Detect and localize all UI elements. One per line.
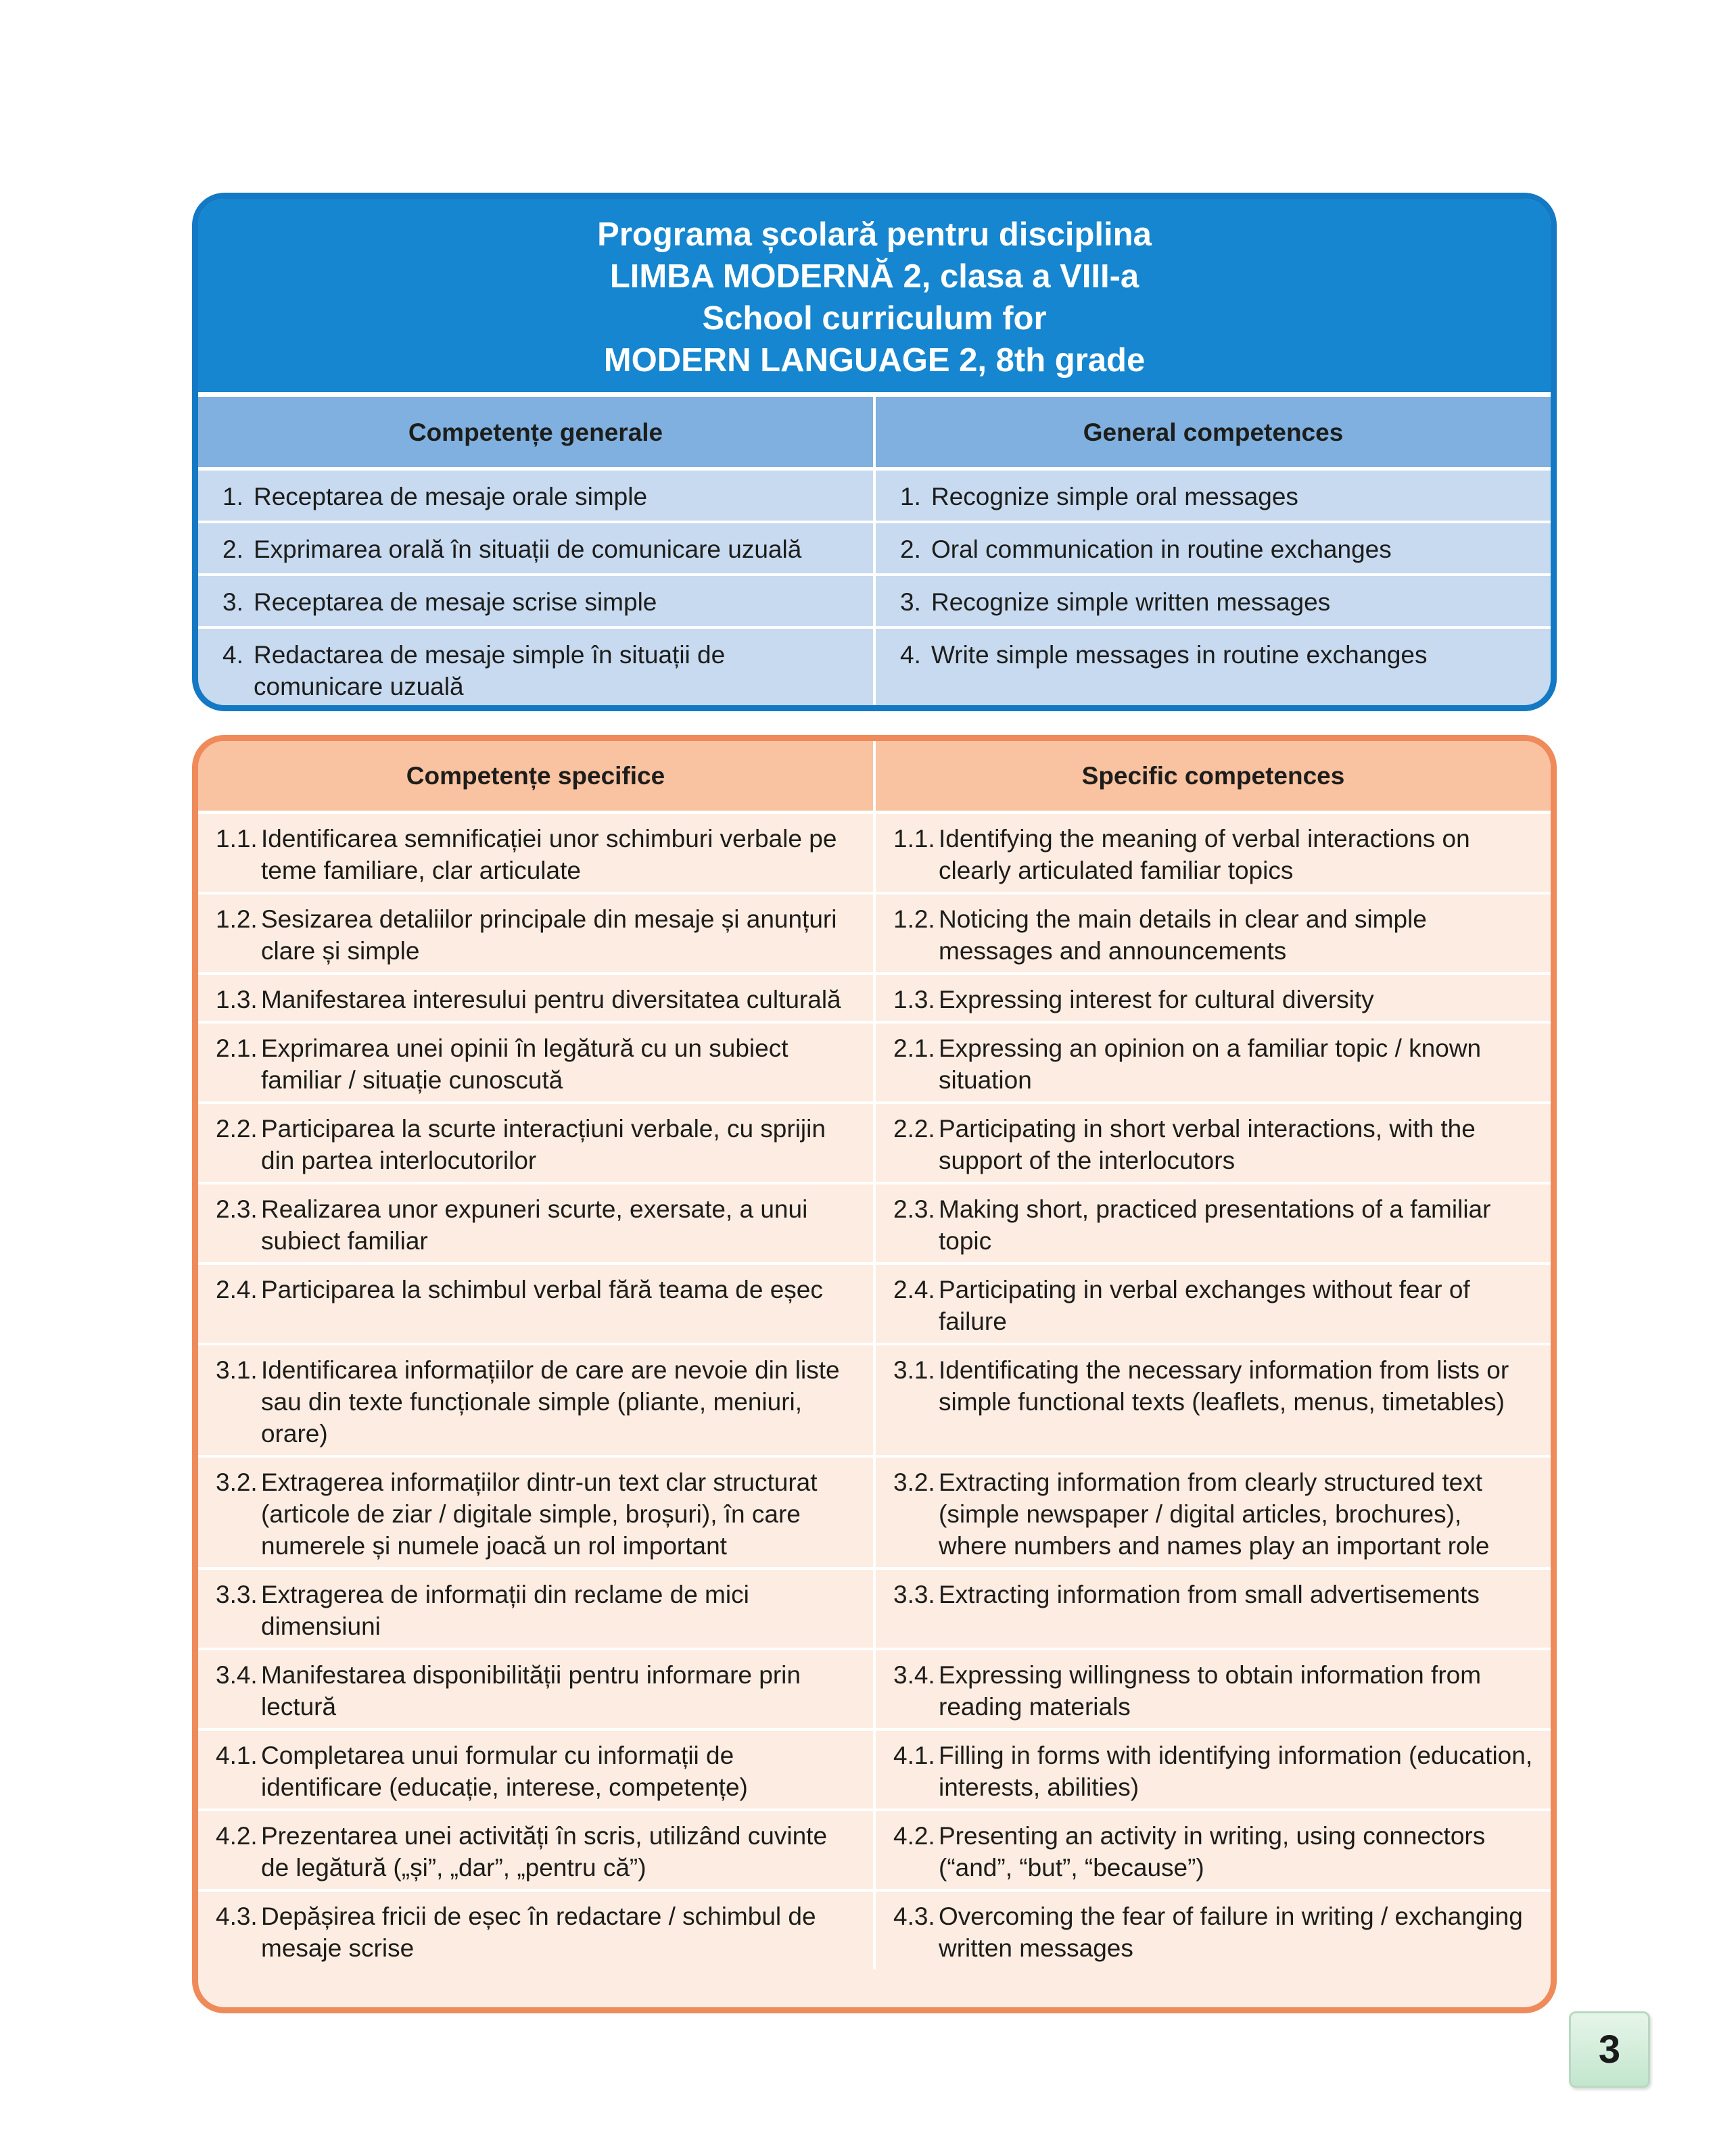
page-number: 3 <box>1569 2011 1650 2088</box>
item-text-en: Identificating the necessary information from lists or simple functional texts (leaflets, menus, timetables) <box>939 1356 1509 1416</box>
item-text-ro: Manifestarea interesului pentru diversitatea culturală <box>261 985 841 1013</box>
item-text-ro: Participarea la schimbul verbal fără teama de eșec <box>261 1275 823 1303</box>
table-row <box>198 1568 1551 1649</box>
item-number: 2.4. <box>893 1275 935 1303</box>
item-number: 3.1. <box>893 1356 935 1384</box>
table-row <box>198 1456 1551 1568</box>
table-row <box>198 1810 1551 1890</box>
table-row <box>198 974 1551 1022</box>
table-cell-ro <box>198 1568 874 1649</box>
item-number: 4.2. <box>216 1821 258 1850</box>
table-cell-ro <box>198 522 874 575</box>
table-cell-ro <box>198 1103 874 1183</box>
banner-title-line-4: MODERN LANGUAGE 2, 8th grade <box>603 342 1146 379</box>
item-text-ro: Exprimarea unei opinii în legătură cu un subiect familiar / situație cunoscută <box>261 1034 789 1094</box>
item-number: 3. <box>900 588 921 616</box>
table-cell-en <box>874 469 1551 522</box>
item-number: 1.1. <box>893 824 935 853</box>
table-cell-ro <box>198 1022 874 1103</box>
table-row <box>198 1649 1551 1729</box>
item-number: 2.2. <box>216 1114 258 1143</box>
table-cell-ro <box>198 1456 874 1568</box>
banner-title-line-3: School curriculum for <box>702 300 1047 337</box>
item-number: 2.2. <box>893 1114 935 1143</box>
table-cell-ro <box>198 1264 874 1344</box>
item-number: 3.4. <box>216 1660 258 1689</box>
item-text-en: Expressing interest for cultural diversity <box>939 985 1374 1013</box>
item-text-en: Oral communication in routine exchanges <box>931 535 1392 563</box>
item-number: 1.2. <box>216 905 258 933</box>
table-cell-en <box>874 812 1551 893</box>
table-cell-en <box>874 522 1551 575</box>
table-cell-en <box>874 1568 1551 1649</box>
table-cell-en <box>874 1264 1551 1344</box>
table-cell-ro <box>198 974 874 1022</box>
item-text-en: Participating in verbal exchanges without fear of failure <box>939 1275 1470 1335</box>
item-number: 4.2. <box>893 1821 935 1850</box>
item-number: 4. <box>222 640 243 669</box>
item-text-ro: Redactarea de mesaje simple în situații de comunicare uzuală <box>254 640 726 700</box>
table-cell-ro <box>198 893 874 974</box>
table-row <box>198 627 1551 712</box>
table-row <box>198 1344 1551 1456</box>
item-text-ro: Identificarea semnificației unor schimburi verbale pe teme familiare, clar articulate <box>261 824 837 884</box>
specific-competences-table <box>198 741 1551 1969</box>
banner-title-line-1: Programa școlară pentru disciplina <box>597 216 1152 253</box>
table-cell-ro <box>198 1810 874 1890</box>
item-text-ro: Completarea unui formular cu informații de identificare (educație, interese, competențe) <box>261 1741 748 1801</box>
item-number: 2.1. <box>893 1034 935 1062</box>
item-number: 4. <box>900 640 921 669</box>
item-text-en: Identifying the meaning of verbal interactions on clearly articulated familiar topics <box>939 824 1470 884</box>
table-cell-en <box>874 1729 1551 1810</box>
item-number: 2.3. <box>893 1195 935 1223</box>
item-number: 1. <box>900 483 921 510</box>
item-text-ro: Prezentarea unei activități în scris, utilizând cuvinte de legătură („și”, „dar”, „pentru că”) <box>261 1821 828 1882</box>
item-text-en: Making short, practiced presentations of a familiar topic <box>939 1195 1491 1255</box>
table-row <box>198 812 1551 893</box>
specific-header-en: Specific competences <box>874 741 1551 812</box>
item-number: 1.3. <box>893 985 935 1013</box>
table-cell-en <box>874 893 1551 974</box>
item-text-ro: Receptarea de mesaje orale simple <box>254 483 648 510</box>
table-row <box>198 1729 1551 1810</box>
item-number: 2. <box>900 535 921 563</box>
table-row <box>198 522 1551 575</box>
item-text-ro: Extragerea informațiilor dintr-un text clar structurat (articole de ziar / digitale simple, broșuri), în care numerele și numele joacă un rol important <box>261 1468 818 1560</box>
table-row <box>198 469 1551 522</box>
item-text-en: Participating in short verbal interactions, with the support of the interlocutors <box>939 1114 1476 1174</box>
item-number: 3.4. <box>893 1660 935 1689</box>
item-text-en: Presenting an activity in writing, using connectors (“and”, “but”, “because”) <box>939 1821 1486 1882</box>
table-cell-en <box>874 1344 1551 1456</box>
item-text-en: Extracting information from clearly structured text (simple newspaper / digital articles, brochures), where numbers and names play an important role <box>939 1468 1490 1560</box>
table-cell-ro <box>198 627 874 712</box>
item-number: 1.1. <box>216 824 258 853</box>
table-cell-en <box>874 1649 1551 1729</box>
item-number: 3. <box>222 588 243 616</box>
table-cell-ro <box>198 1649 874 1729</box>
specific-competences-panel <box>192 735 1557 2013</box>
item-text-ro: Participarea la scurte interacțiuni verbale, cu sprijin din partea interlocutorilor <box>261 1114 826 1174</box>
item-number: 2.4. <box>216 1275 258 1303</box>
item-text-ro: Depășirea fricii de eșec în redactare / schimbul de mesaje scrise <box>261 1902 816 1962</box>
table-cell-ro <box>198 1344 874 1456</box>
table-row <box>198 1264 1551 1344</box>
item-number: 4.1. <box>216 1741 258 1769</box>
item-number: 3.3. <box>893 1580 935 1608</box>
table-row <box>198 1183 1551 1264</box>
table-cell-en <box>874 1890 1551 1969</box>
table-cell-ro <box>198 469 874 522</box>
item-text-ro: Manifestarea disponibilității pentru informare prin lectură <box>261 1660 801 1721</box>
table-cell-en <box>874 974 1551 1022</box>
item-number: 3.1. <box>216 1356 258 1384</box>
banner-title-line-2: LIMBA MODERNĂ 2, clasa a VIII-a <box>609 258 1139 295</box>
table-row <box>198 575 1551 627</box>
item-text-en: Noticing the main details in clear and simple messages and announcements <box>939 905 1427 965</box>
item-text-ro: Sesizarea detaliilor principale din mesaje și anunțuri clare și simple <box>261 905 837 965</box>
table-row <box>198 1103 1551 1183</box>
item-text-ro: Exprimarea orală în situații de comunicare uzuală <box>254 535 802 563</box>
specific-header-ro: Competențe specifice <box>198 741 874 812</box>
curriculum-title-banner <box>198 199 1551 392</box>
item-number: 1.3. <box>216 985 258 1013</box>
item-number: 4.1. <box>893 1741 935 1769</box>
table-row <box>198 1890 1551 1969</box>
table-row <box>198 1022 1551 1103</box>
table-cell-en <box>874 1103 1551 1183</box>
item-text-ro: Extragerea de informații din reclame de mici dimensiuni <box>261 1580 749 1640</box>
table-cell-en <box>874 1456 1551 1568</box>
item-number: 4.3. <box>893 1902 935 1930</box>
general-competences-panel <box>192 193 1557 711</box>
item-text-en: Expressing an opinion on a familiar topic / known situation <box>939 1034 1482 1094</box>
item-text-en: Expressing willingness to obtain information from reading materials <box>939 1660 1482 1721</box>
item-text-en: Recognize simple oral messages <box>931 483 1298 510</box>
table-cell-en <box>874 575 1551 627</box>
item-number: 3.2. <box>216 1468 258 1496</box>
item-text-en: Extracting information from small advertisements <box>939 1580 1480 1608</box>
item-number: 2.3. <box>216 1195 258 1223</box>
item-number: 1. <box>222 483 243 510</box>
table-cell-ro <box>198 1183 874 1264</box>
item-text-en: Recognize simple written messages <box>931 588 1331 616</box>
item-number: 4.3. <box>216 1902 258 1930</box>
item-text-ro: Receptarea de mesaje scrise simple <box>254 588 657 616</box>
item-number: 1.2. <box>893 905 935 933</box>
item-number: 3.3. <box>216 1580 258 1608</box>
general-header-ro: Competențe generale <box>198 395 874 469</box>
table-cell-ro <box>198 575 874 627</box>
table-row <box>198 893 1551 974</box>
item-number: 2. <box>222 535 243 563</box>
item-number: 2.1. <box>216 1034 258 1062</box>
item-text-en: Overcoming the fear of failure in writing / exchanging written messages <box>939 1902 1523 1962</box>
table-cell-en <box>874 1183 1551 1264</box>
item-text-en: Filling in forms with identifying information (education, interests, abilities) <box>939 1741 1533 1801</box>
table-cell-ro <box>198 1729 874 1810</box>
general-competences-table <box>198 392 1551 711</box>
item-text-ro: Identificarea informațiilor de care are nevoie din liste sau din texte funcționale simple (pliante, meniuri, orare) <box>261 1356 840 1447</box>
table-cell-en <box>874 1022 1551 1103</box>
item-text-en: Write simple messages in routine exchanges <box>931 640 1428 669</box>
item-number: 3.2. <box>893 1468 935 1496</box>
table-cell-en <box>874 1810 1551 1890</box>
table-cell-ro <box>198 812 874 893</box>
table-cell-en <box>874 627 1551 712</box>
item-text-ro: Realizarea unor expuneri scurte, exersate, a unui subiect familiar <box>261 1195 808 1255</box>
table-cell-ro <box>198 1890 874 1969</box>
general-header-en: General competences <box>874 395 1551 469</box>
